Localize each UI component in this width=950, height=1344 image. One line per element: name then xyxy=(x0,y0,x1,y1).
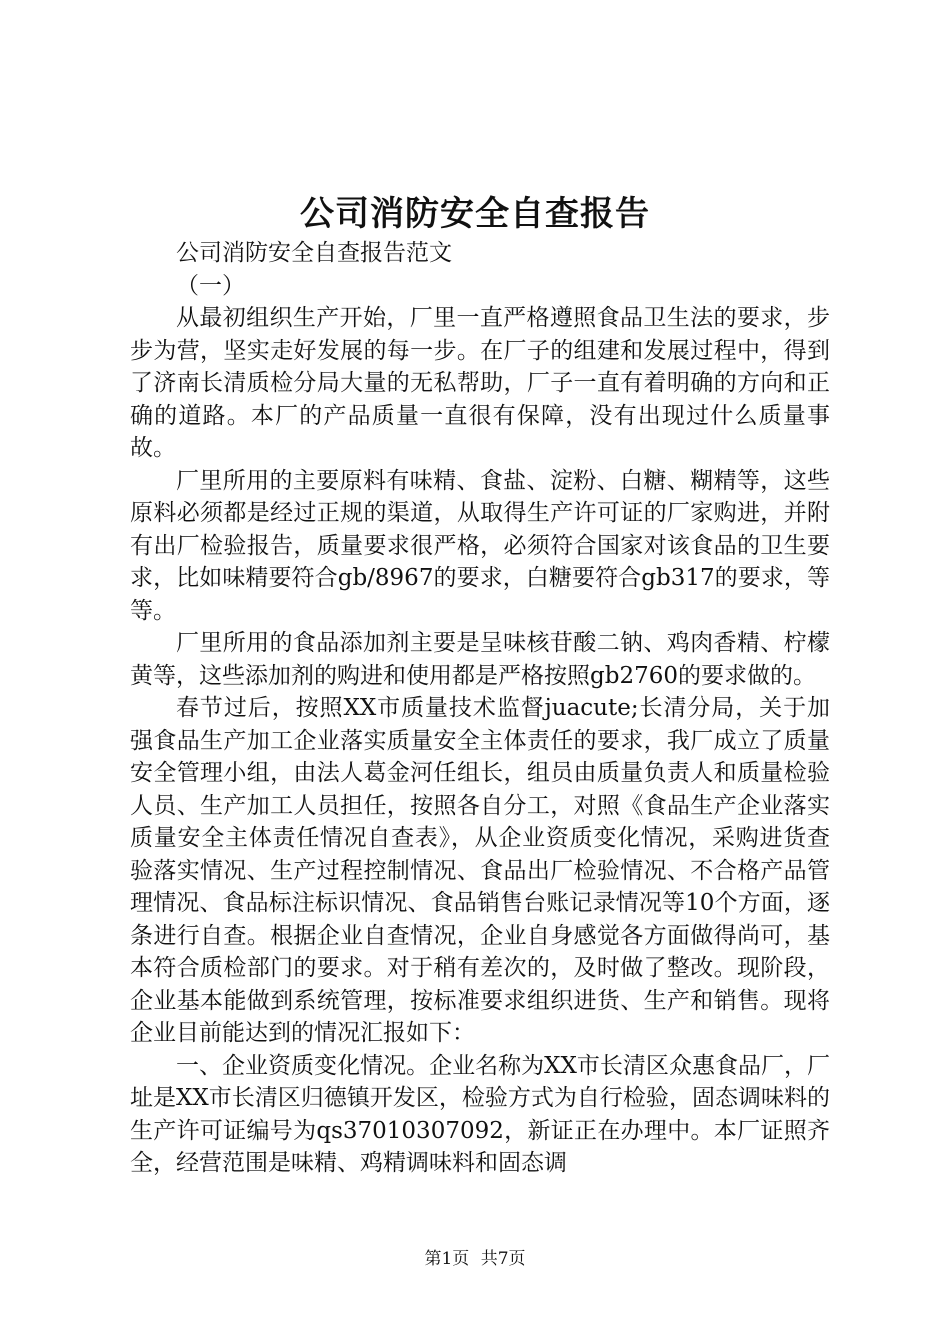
page-number-current: 第1页 xyxy=(424,1249,470,1269)
document-title: 公司消防安全自查报告 xyxy=(300,194,650,234)
paragraph: 从最初组织生产开始，厂里一直严格遵照食品卫生法的要求，步步为营，坚实走好发展的每一步。在厂子的组建和发展过程中，得到了济南长清质检分局大量的无私帮助，厂子一直有着明确的方向和正确的道路。本厂的产品质量一直很有保障，没有出现过什么质量事故。 xyxy=(130,305,830,461)
document-body xyxy=(130,237,830,1180)
page-footer xyxy=(0,1244,950,1269)
paragraph: 厂里所用的主要原料有味精、食盐、淀粉、白糖、糊精等，这些原料必须都是经过正规的渠道，从取得生产许可证的厂家购进，并附有出厂检验报告，质量要求很严格，必须符合国家对该食品的卫生要求，比如味精要符合gb/8967的要求，白糖要符合gb317的要求，等等。 xyxy=(130,467,830,624)
section-mark: （一） xyxy=(176,272,245,299)
page-number-total: 共7页 xyxy=(480,1249,526,1269)
document-subtitle: 公司消防安全自查报告范文 xyxy=(176,240,452,266)
paragraph: 一、企业资质变化情况。企业名称为XX市长清区众惠食品厂，厂址是XX市长清区归德镇开发区，检验方式为自行检验，固态调味料的生产许可证编号为qs37010307092，新证正在办理中。本厂证照齐全，经营范围是味精、鸡精调味料和固态调 xyxy=(130,1052,830,1176)
paragraph: 春节过后，按照XX市质量技术监督juacute;长清分局，关于加强食品生产加工企业落实质量安全主体责任的要求，我厂成立了质量安全管理小组，由法人葛金河任组长，组员由质量负责人和质量检验人员、生产加工人员担任，按照各自分工，对照《食品生产企业落实质量安全主体责任情况自查表》，从企业资质变化情况，采购进货查验落实情况、生产过程控制情况、食品出厂检验情况、不合格产品管理情况、食品标注标识情况、食品销售台账记录情况等10个方面，逐条进行自查。根据企业自查情况，企业自身感觉各方面做得尚可，基本符合质检部门的要求。对于稍有差次的，及时做了整改。现阶段，企业基本能做到系统管理，按标准要求组织进货、生产和销售。现将企业目前能达到的情况汇报如下： xyxy=(130,695,830,1046)
paragraph: 厂里所用的食品添加剂主要是呈味核苷酸二钠、鸡肉香精、柠檬黄等，这些添加剂的购进和使用都是严格按照gb2760的要求做的。 xyxy=(130,630,830,689)
